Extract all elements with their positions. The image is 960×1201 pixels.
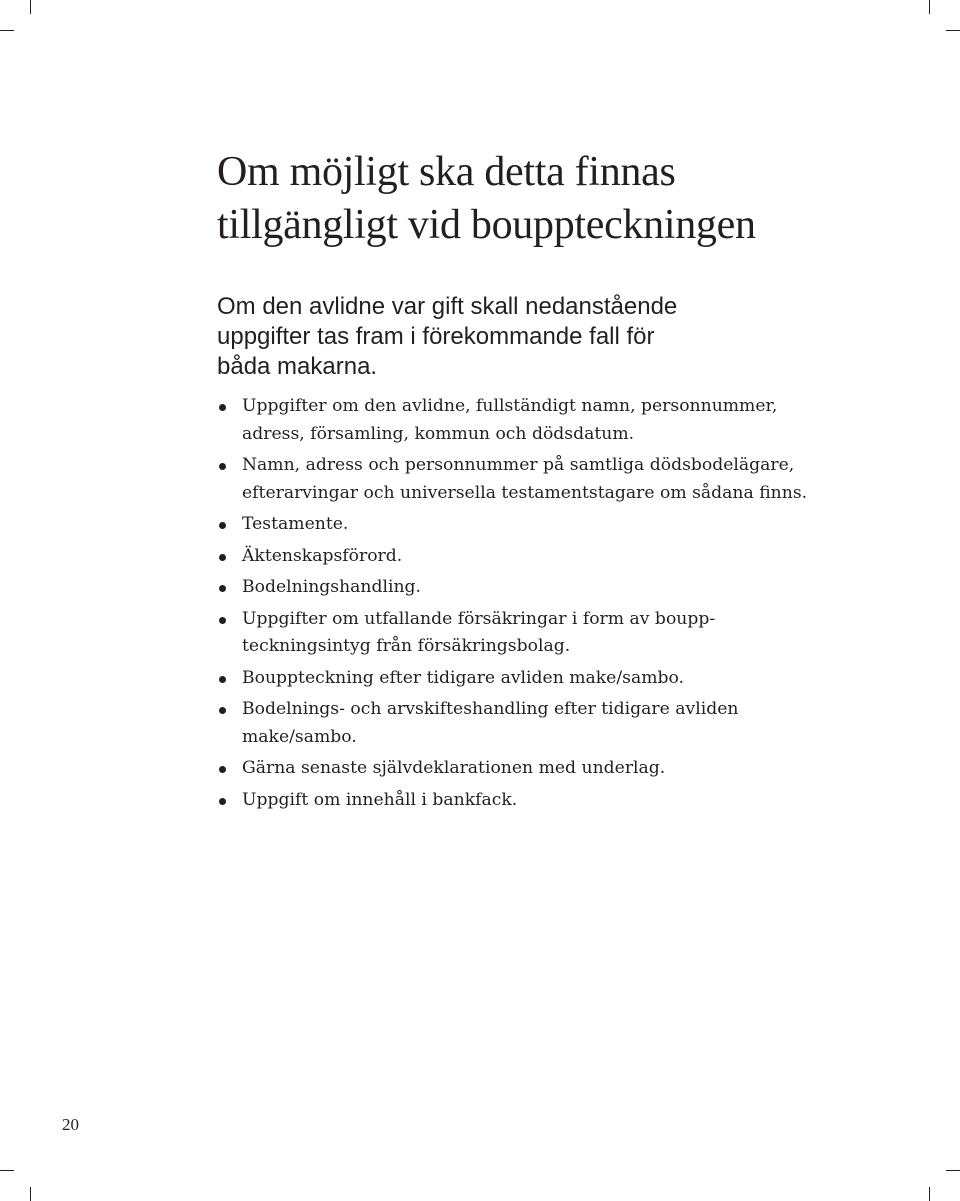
bullet-icon <box>219 707 226 714</box>
list-item-text: Testamente. <box>242 514 349 534</box>
bullet-icon <box>219 676 226 683</box>
list-item-text: Bouppteckning efter tidigare avliden make/sambo. <box>242 667 685 688</box>
list-item-text: teckningsintyg från försäkringsbolag. <box>242 636 571 656</box>
list-item <box>217 755 837 783</box>
page-number: 20 <box>62 1115 79 1134</box>
list-item <box>217 452 837 507</box>
crop-mark-bottom-left-horizontal <box>0 1170 14 1171</box>
list-item-text: Uppgift om innehåll i bankfack. <box>242 789 518 810</box>
crop-mark-top-right <box>929 0 930 14</box>
list-item <box>217 606 837 661</box>
list-item-text: adress, församling, kommun och dödsdatum. <box>242 423 635 444</box>
list-item-text: Bodelningshandling. <box>242 577 422 597</box>
list-item-text: efterarvingar och universella testamentstagare om sådana finns. <box>242 482 808 503</box>
crop-mark-bottom-right-horizontal <box>946 1170 960 1171</box>
page-title <box>217 146 917 252</box>
bullet-icon <box>219 554 226 561</box>
list-item-text: Gärna senaste självdeklarationen med underlag. <box>242 758 666 778</box>
list-item-text: Äktenskapsförord. <box>242 545 403 566</box>
crop-mark-top-left-horizontal <box>0 30 14 31</box>
bullet-icon <box>219 404 226 411</box>
bullet-icon <box>219 522 226 529</box>
list-item-text: Namn, adress och personnummer på samtliga dödsbodelägare, <box>242 455 795 475</box>
list-item <box>217 511 837 539</box>
list-item-text: make/sambo. <box>242 726 357 747</box>
list-item <box>217 696 837 751</box>
intro-paragraph <box>217 292 817 382</box>
list-item-text: Bodelnings- och arvskifteshandling efter tidigare avliden <box>242 699 739 719</box>
list-item <box>217 543 837 571</box>
list-item <box>217 665 837 693</box>
intro-line: båda makarna. <box>217 353 378 380</box>
list-item <box>217 393 837 448</box>
list-item <box>217 574 837 602</box>
bullet-icon <box>219 798 226 805</box>
list-item-text: Uppgifter om den avlidne, fullständigt namn, personnummer, <box>242 396 778 416</box>
crop-mark-bottom-right <box>929 1187 930 1201</box>
crop-mark-bottom-left <box>30 1187 31 1201</box>
list-item-text: Uppgifter om utfallande försäkringar i form av boupp- <box>242 608 716 629</box>
page-title-line: Om möjligt ska detta finnas <box>217 149 676 195</box>
crop-mark-top-left <box>30 0 31 14</box>
intro-line: uppgifter tas fram i förekommande fall för <box>217 323 655 350</box>
crop-mark-top-right-horizontal <box>946 30 960 31</box>
bullet-icon <box>219 585 226 592</box>
bullet-icon <box>219 766 226 773</box>
list-item <box>217 787 837 815</box>
bullet-icon <box>219 617 226 624</box>
bullet-icon <box>219 463 226 470</box>
intro-line: Om den avlidne var gift skall nedanstående <box>217 293 678 320</box>
page-title-line: tillgängligt vid bouppteckningen <box>217 202 756 248</box>
bullet-list <box>217 393 837 818</box>
